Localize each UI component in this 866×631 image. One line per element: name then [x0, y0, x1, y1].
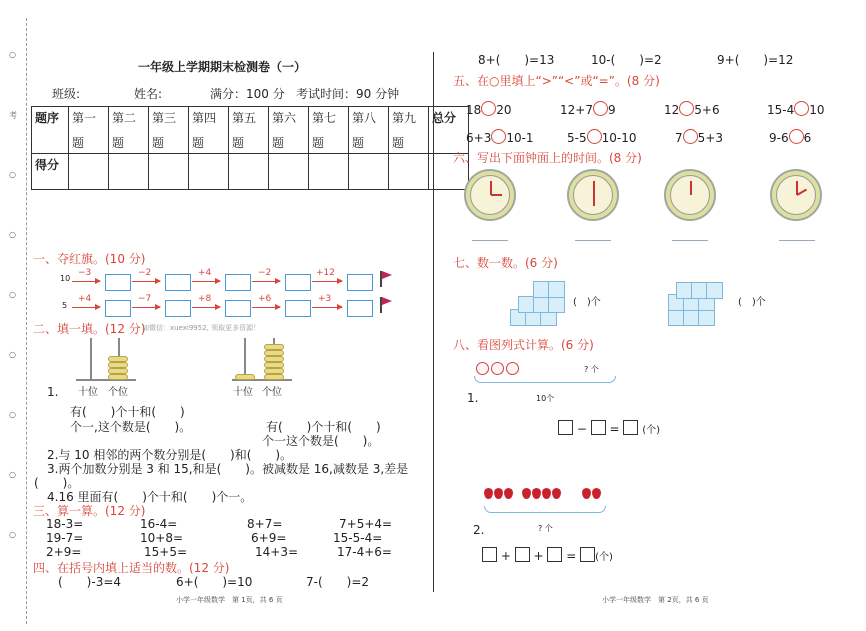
- q4-text: 4.16 里面有( )个十和( )个一。: [47, 490, 253, 504]
- strawberry-icon: [552, 488, 561, 499]
- strawberry-icon: [542, 488, 551, 499]
- score-cell[interactable]: [389, 154, 429, 190]
- count-blank: ( )个: [738, 297, 766, 308]
- class-label: 班级:: [52, 87, 81, 101]
- score-cell[interactable]: [269, 154, 309, 190]
- section2-title: 二、填一填。(12 分): [33, 322, 146, 336]
- strawberry-icon: [582, 488, 591, 499]
- red-flag-icon: [380, 297, 382, 313]
- answer-box[interactable]: [285, 274, 311, 291]
- answer-box[interactable]: [580, 547, 595, 562]
- q1b-line1: 有( )个十和( ): [266, 420, 381, 434]
- total-brace: [474, 376, 616, 383]
- score-total: 总分: [429, 107, 469, 154]
- score-col-9: 第九 题: [389, 107, 429, 154]
- answer-box[interactable]: [547, 547, 562, 562]
- exam-page: ○ 考 ○ ○ ○ ○ ○ ○ ○ 一年级上学期期末检测卷（一） 班级: 姓名: 满分：100 分 考试时间：90 分钟 题序 第一 题 第二 题 第三 题 第四 题 第五 题 第六 题 第七 题 第八 题 第九 题 总分 得分 一、夺红旗。(10 分) 10 −3 −2 +4 −2 +12 5 +4 −7 +8 +6 +3 二、填一填。(12 分) 加微信：xuexi9952, 领取更多资源！ 十位 个位 十位 个位 1. 有( )个十和( ) 个一,这个数是( )。 有( )个十和( ) 个一这个数是( )。 2.与 10 相邻的两个数分别是( )和( )。 3.两个加数分别是 3 和 15,和是( )。被减数是 16,减数是 3,差是 ( )。 4.16 里面有( )个十和( )个一。 三、算一算。(12 分) 18-3= 16-4= 8+7= 7+5+4= 19-7= 10+8= 6+9= 15-5-4= 2+9= 15+5= 14+3= 17-4+6= 四、在括号内填上适当的数。(12 分) ( )-3=4 6+( )=10 7-( )=2 小学一年级数学 第 1页，共 6 页 8+( )=13 10-( )=2 9+( )=12 五、在○里填上“>”“<”或“=”。(8 分) 18 20 12+7 9 12 5+6 15-4 10 6+3 10-1 5-5 10-10 7 5+3 9-6 6 六、写出下面钟面上的时间。(8 分) 七、数一数。(6 分) ( )个 ( )个 八、看图列式计算。(6 分) ? 个 10个 1. − = (个) ? 个 2. + + = (个) 小学一年级数学 第 2页，共 6 页: [0, 0, 866, 631]
- score-col-8: 第八 题: [349, 107, 389, 154]
- smiley-icon: [506, 362, 519, 375]
- fill-eq: 10-( )=2: [591, 53, 662, 67]
- red-flag-icon: [380, 271, 382, 287]
- score-cell[interactable]: [309, 154, 349, 190]
- time-answer-line[interactable]: [472, 240, 508, 241]
- time-answer-line[interactable]: [575, 240, 611, 241]
- strawberry-group: [582, 488, 602, 502]
- score-table-header: 题序: [32, 107, 69, 154]
- score-col-6: 第六 题: [269, 107, 309, 154]
- binding-ruler: ○ 考 ○ ○ ○ ○ ○ ○ ○: [9, 50, 17, 539]
- full-score: 满分：100 分: [210, 87, 285, 101]
- strawberry-group: [522, 488, 562, 502]
- clock-icon: [770, 169, 822, 221]
- compare-circle[interactable]: [593, 101, 608, 116]
- time-answer-line[interactable]: [779, 240, 815, 241]
- answer-box[interactable]: [515, 547, 530, 562]
- equation-boxes-1: − = (个): [558, 420, 660, 436]
- clock-icon: [664, 169, 716, 221]
- q1a-line2: 个一,这个数是( )。: [70, 420, 192, 434]
- q1-unknown: ? 个: [584, 365, 599, 374]
- strawberry-icon: [504, 488, 513, 499]
- score-cell[interactable]: [229, 154, 269, 190]
- strawberry-icon: [592, 488, 601, 499]
- answer-box[interactable]: [105, 274, 131, 291]
- score-col-7: 第七 题: [309, 107, 349, 154]
- score-col-4: 第四 题: [189, 107, 229, 154]
- score-row-label: 得分: [32, 154, 69, 190]
- strawberry-group: [484, 488, 514, 502]
- answer-box[interactable]: [165, 300, 191, 317]
- exam-time: 考试时间：90 分钟: [296, 87, 400, 101]
- clock-icon: [464, 169, 516, 221]
- smiley-icon: [491, 362, 504, 375]
- answer-box[interactable]: [225, 300, 251, 317]
- score-table: [31, 106, 469, 190]
- compare-circle[interactable]: [491, 129, 506, 144]
- score-cell[interactable]: [109, 154, 149, 190]
- fill-eq: ( )-3=4: [58, 575, 122, 589]
- watermark-text: 加微信：xuexi9952, 领取更多资源！: [142, 324, 261, 332]
- section3-title: 三、算一算。(12 分): [33, 504, 146, 518]
- score-col-1: 第一 题: [69, 107, 109, 154]
- compare-circle[interactable]: [789, 129, 804, 144]
- score-col-3: 第三 题: [149, 107, 189, 154]
- compare-circle[interactable]: [679, 101, 694, 116]
- time-answer-line[interactable]: [672, 240, 708, 241]
- answer-box[interactable]: [558, 420, 573, 435]
- fill-eq: 8+( )=13: [478, 53, 555, 67]
- strawberry-icon: [522, 488, 531, 499]
- q8-q2-number: 2.: [473, 523, 485, 537]
- q2-unknown: ? 个: [538, 524, 553, 533]
- answer-box[interactable]: [105, 300, 131, 317]
- answer-box[interactable]: [591, 420, 606, 435]
- score-cell[interactable]: [69, 154, 109, 190]
- score-cell[interactable]: [149, 154, 189, 190]
- answer-box[interactable]: [623, 420, 638, 435]
- answer-box[interactable]: [482, 547, 497, 562]
- smiley-icon: [476, 362, 489, 375]
- count-blank: ( )个: [573, 297, 601, 308]
- name-label: 姓名:: [134, 87, 163, 101]
- footer-right: 小学一年级数学 第 2页，共 6 页: [602, 596, 709, 604]
- score-col-2: 第二 题: [109, 107, 149, 154]
- compare-circle[interactable]: [587, 129, 602, 144]
- q1-number: 1.: [47, 385, 59, 399]
- q3-text-cont: ( )。: [34, 476, 80, 490]
- q2-text: 2.与 10 相邻的两个数分别是( )和( )。: [47, 448, 293, 462]
- q3-text: 3.两个加数分别是 3 和 15,和是( )。被减数是 16,减数是 3,差是: [47, 462, 409, 476]
- section7-title: 七、数一数。(6 分): [453, 256, 558, 270]
- section5-title: 五、在○里填上“>”“<”或“=”。(8 分): [453, 74, 660, 88]
- equation-boxes-2: + + = (个): [482, 547, 613, 563]
- clock-icon: [567, 169, 619, 221]
- section8-title: 八、看图列式计算。(6 分): [453, 338, 594, 352]
- compare-circle[interactable]: [794, 101, 809, 116]
- score-cell[interactable]: [349, 154, 389, 190]
- answer-box[interactable]: [165, 274, 191, 291]
- strawberry-icon: [532, 488, 541, 499]
- answer-box[interactable]: [347, 274, 373, 291]
- answer-box[interactable]: [347, 300, 373, 317]
- binding-line: [26, 18, 27, 624]
- compare-circle[interactable]: [683, 129, 698, 144]
- q1-total: 10个: [536, 394, 555, 403]
- total-brace: [484, 506, 606, 513]
- fill-eq: 6+( )=10: [176, 575, 253, 589]
- section1-title: 一、夺红旗。(10 分): [33, 252, 146, 266]
- strawberry-icon: [494, 488, 503, 499]
- section4-title: 四、在括号内填上适当的数。(12 分): [33, 561, 230, 575]
- answer-box[interactable]: [285, 300, 311, 317]
- fill-eq: 7-( )=2: [306, 575, 370, 589]
- answer-box[interactable]: [225, 274, 251, 291]
- strawberry-icon: [484, 488, 493, 499]
- footer-left: 小学一年级数学 第 1页，共 6 页: [176, 596, 283, 604]
- score-cell[interactable]: [189, 154, 229, 190]
- compare-circle[interactable]: [481, 101, 496, 116]
- section6-title: 六、写出下面钟面上的时间。(8 分): [453, 151, 642, 165]
- exam-title: 一年级上学期期末检测卷（一）: [138, 60, 307, 74]
- fill-eq: 9+( )=12: [717, 53, 794, 67]
- q8-q1-number: 1.: [467, 391, 479, 405]
- q1b-line2: 个一这个数是( )。: [262, 434, 380, 448]
- q1a-line1: 有( )个十和( ): [70, 405, 185, 419]
- score-col-5: 第五 题: [229, 107, 269, 154]
